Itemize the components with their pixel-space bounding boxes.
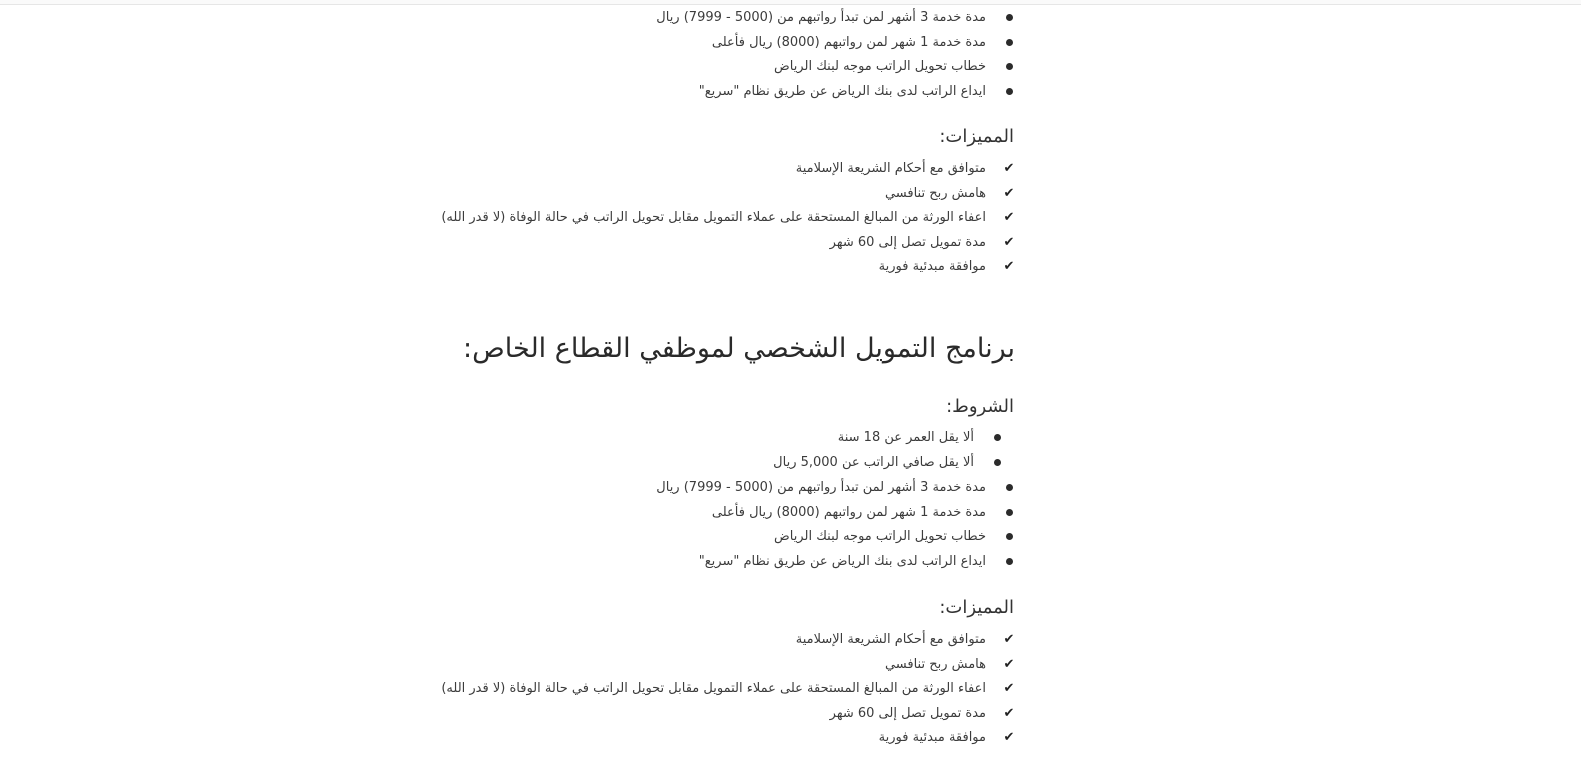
list-item-text: مدة خدمة 1 شهر لمن رواتبهم (8000) ريال فأعلى: [711, 35, 986, 50]
bullet-icon: [986, 451, 1008, 475]
list-item: [712, 31, 1020, 55]
feature-item: [796, 628, 1020, 652]
checkmark-icon: ✔: [1003, 210, 1015, 225]
top-divider: [0, 0, 1581, 5]
feature-item-text: اعفاء الورثة من المبالغ المستحقة على عملاء التمويل مقابل تحويل الراتب في حالة الوفاة (لا قدر الله): [441, 681, 986, 696]
feature-item-text: هامش ربح تنافسي: [884, 657, 986, 672]
checkmark-icon: ✔: [1003, 706, 1015, 721]
feature-item: [830, 231, 1020, 255]
features-heading: المميزات:: [939, 597, 1014, 618]
feature-item-text: هامش ربح تنافسي: [884, 186, 986, 201]
list-item: [838, 426, 1008, 450]
bullet-icon: [998, 501, 1020, 525]
checkmark-icon: ✔: [1003, 186, 1015, 201]
bullet-icon: [998, 525, 1020, 549]
feature-item-text: مدة تمويل تصل إلى 60 شهر: [829, 235, 986, 250]
bullet-icon: [998, 55, 1020, 79]
list-item-text: خطاب تحويل الراتب موجه لبنك الرياض: [774, 59, 986, 74]
feature-item-text: مدة تمويل تصل إلى 60 شهر: [829, 706, 986, 721]
list-item: [774, 55, 1020, 79]
feature-item-text: موافقة مبدئية فورية: [878, 259, 986, 274]
list-item-text: خطاب تحويل الراتب موجه لبنك الرياض: [774, 529, 986, 544]
feature-item-text: متوافق مع أحكام الشريعة الإسلامية: [795, 161, 986, 176]
feature-item-text: متوافق مع أحكام الشريعة الإسلامية: [795, 632, 986, 647]
list-item-text: مدة خدمة 3 أشهر لمن تبدأ رواتبهم من (5000 - 7999) ريال: [656, 480, 986, 495]
list-item: [712, 501, 1020, 525]
bullet-icon: [986, 426, 1008, 450]
list-item: [699, 80, 1020, 104]
bullet-icon: [998, 476, 1020, 500]
feature-item: [830, 702, 1020, 726]
list-item: [774, 525, 1020, 549]
section-title: برنامج التمويل الشخصي لموظفي القطاع الخاص:: [463, 333, 1015, 364]
list-item: [773, 451, 1008, 475]
checkmark-icon: ✔: [1003, 657, 1015, 672]
conditions-heading: الشروط:: [946, 396, 1014, 417]
feature-item-text: اعفاء الورثة من المبالغ المستحقة على عملاء التمويل مقابل تحويل الراتب في حالة الوفاة (لا قدر الله): [441, 210, 986, 225]
checkmark-icon: ✔: [1003, 681, 1015, 696]
features-heading: المميزات:: [939, 126, 1014, 147]
feature-item: [885, 653, 1020, 677]
feature-item: [441, 677, 1020, 701]
list-item-text: ايداع الراتب لدى بنك الرياض عن طريق نظام "سريع": [698, 554, 986, 569]
feature-item: [796, 157, 1020, 181]
list-item-text: ألا يقل العمر عن 18 سنة: [837, 430, 974, 445]
bullet-icon: [998, 6, 1020, 30]
list-item-text: ألا يقل صافي الراتب عن 5,000 ريال: [773, 455, 974, 470]
list-item-text: مدة خدمة 3 أشهر لمن تبدأ رواتبهم من (5000 - 7999) ريال: [656, 10, 986, 25]
list-item-text: مدة خدمة 1 شهر لمن رواتبهم (8000) ريال فأعلى: [711, 505, 986, 520]
checkmark-icon: ✔: [1003, 235, 1015, 250]
bullet-icon: [998, 80, 1020, 104]
bullet-icon: [998, 31, 1020, 55]
feature-item: [441, 206, 1020, 230]
bullet-icon: [998, 550, 1020, 574]
checkmark-icon: ✔: [1003, 730, 1015, 745]
feature-item: [879, 255, 1020, 279]
feature-item: [885, 182, 1020, 206]
list-item: [656, 6, 1020, 30]
list-item: [656, 476, 1020, 500]
feature-item-text: موافقة مبدئية فورية: [878, 730, 986, 745]
checkmark-icon: ✔: [1003, 259, 1015, 274]
feature-item: [879, 726, 1020, 750]
list-item: [699, 550, 1020, 574]
checkmark-icon: ✔: [1003, 632, 1015, 647]
checkmark-icon: ✔: [1003, 161, 1015, 176]
list-item-text: ايداع الراتب لدى بنك الرياض عن طريق نظام "سريع": [698, 84, 986, 99]
